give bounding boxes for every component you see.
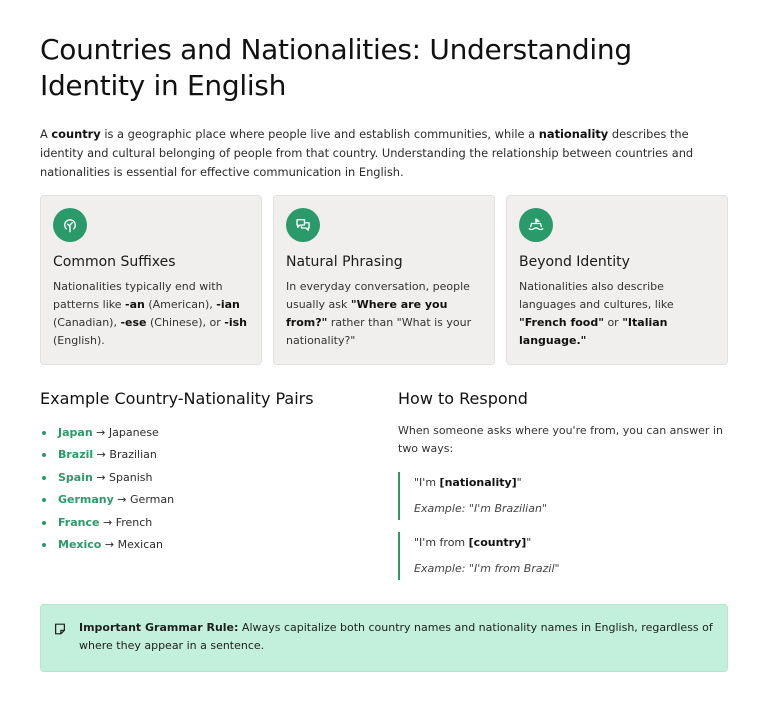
respond-lead: When someone asks where you're from, you can answer in two ways:: [398, 424, 723, 455]
nationality-name: Spanish: [109, 470, 153, 484]
plant-icon: [53, 208, 87, 242]
phrase-french-food: "French food": [519, 316, 604, 329]
arrow: →: [113, 493, 131, 507]
nationality-name: German: [130, 493, 175, 507]
note-icon: [53, 622, 67, 636]
suffix-ese: -ese: [120, 316, 147, 329]
country-name: Mexico: [58, 538, 102, 552]
intro-term-nationality: nationality: [538, 127, 609, 141]
card-title: Beyond Identity: [519, 254, 630, 270]
card-text: Nationalities also describe languages and cultures, like: [519, 280, 674, 311]
info-cards: [40, 195, 728, 365]
phrase-italian-language: "Italian language.": [519, 316, 668, 347]
chat-bubbles-icon: [286, 208, 320, 242]
list-item: [40, 534, 370, 556]
ship-icon: [519, 208, 553, 242]
arrow: →: [99, 515, 116, 529]
pattern-example: Example: "I'm from Brazil": [414, 562, 560, 575]
response-pattern-country: [398, 532, 728, 580]
pairs-list: [40, 422, 370, 556]
intro-text: describes the identity and cultural belonging of people from that country. Understanding the relationship between countries and nationalities is essential for effective communication in English.: [40, 127, 694, 179]
nationality-name: Japanese: [108, 426, 159, 439]
pattern-text: [414, 472, 728, 492]
suffix-ian: -ian: [216, 298, 240, 311]
pattern-prefix: "I'm: [414, 476, 440, 489]
phrase-where-from: "Where are you from?": [286, 298, 448, 329]
pattern-placeholder: [country]: [468, 536, 527, 549]
pattern-suffix: ": [526, 536, 532, 549]
country-name: Spain: [58, 470, 93, 484]
card-text: rather than "What is your nationality?": [286, 316, 472, 347]
response-pattern-nationality: [398, 472, 728, 520]
list-item: [40, 422, 370, 444]
list-item: [40, 512, 370, 534]
card-text: (Chinese), or: [146, 316, 225, 329]
country-nationality-pairs: [40, 388, 370, 556]
card-body: [53, 278, 249, 350]
intro-text: is a geographic place where people live and establish communities, while a: [100, 127, 539, 141]
list-item: [40, 489, 370, 511]
country-name: Japan: [58, 426, 93, 439]
intro-term-country: country: [51, 127, 101, 141]
card-text: (Canadian),: [53, 316, 121, 329]
card-text: (American),: [144, 298, 217, 311]
pattern-suffix: ": [516, 476, 522, 489]
section-heading: How to Respond: [398, 389, 528, 408]
pattern-example: Example: "I'm Brazilian": [414, 502, 547, 515]
arrow: →: [93, 448, 110, 462]
suffix-an: -an: [125, 298, 145, 311]
country-name: France: [58, 515, 100, 529]
rule-text: [79, 619, 715, 655]
card-title: Common Suffixes: [53, 254, 176, 270]
section-heading: Example Country-Nationality Pairs: [40, 389, 314, 408]
card-body: [286, 278, 482, 350]
card-common-suffixes: [40, 195, 262, 365]
arrow: →: [92, 426, 109, 439]
nationality-name: Brazilian: [109, 448, 157, 462]
grammar-rule-callout: [40, 604, 728, 672]
suffix-ish: -ish: [224, 316, 248, 329]
card-natural-phrasing: [273, 195, 495, 365]
card-text: or: [603, 316, 623, 329]
arrow: →: [101, 538, 118, 552]
nationality-name: Mexican: [117, 538, 163, 552]
card-text: Nationalities typically end with patterns like: [53, 280, 223, 311]
card-beyond-identity: [506, 195, 728, 365]
list-item: [40, 444, 370, 466]
how-to-respond: [398, 388, 728, 580]
page-title: Countries and Nationalities: Understanding Identity in English: [40, 33, 632, 102]
card-text: In everyday conversation, people usually ask: [286, 280, 470, 311]
card-body: [519, 278, 715, 350]
country-name: Brazil: [58, 448, 94, 462]
rule-label: Important Grammar Rule:: [79, 621, 239, 634]
rule-body: Always capitalize both country names and nationality names in English, regardless of where they appear in a sentence.: [79, 621, 713, 652]
intro-paragraph: [40, 125, 728, 182]
arrow: →: [92, 470, 110, 484]
list-item: [40, 467, 370, 489]
pattern-prefix: "I'm from: [414, 536, 469, 549]
nationality-name: French: [115, 515, 153, 529]
card-title: Natural Phrasing: [286, 254, 403, 270]
country-name: Germany: [58, 493, 114, 507]
pattern-placeholder: [nationality]: [439, 476, 517, 489]
pattern-text: [414, 532, 728, 552]
card-text: (English).: [53, 334, 105, 347]
intro-text: A: [40, 127, 52, 141]
